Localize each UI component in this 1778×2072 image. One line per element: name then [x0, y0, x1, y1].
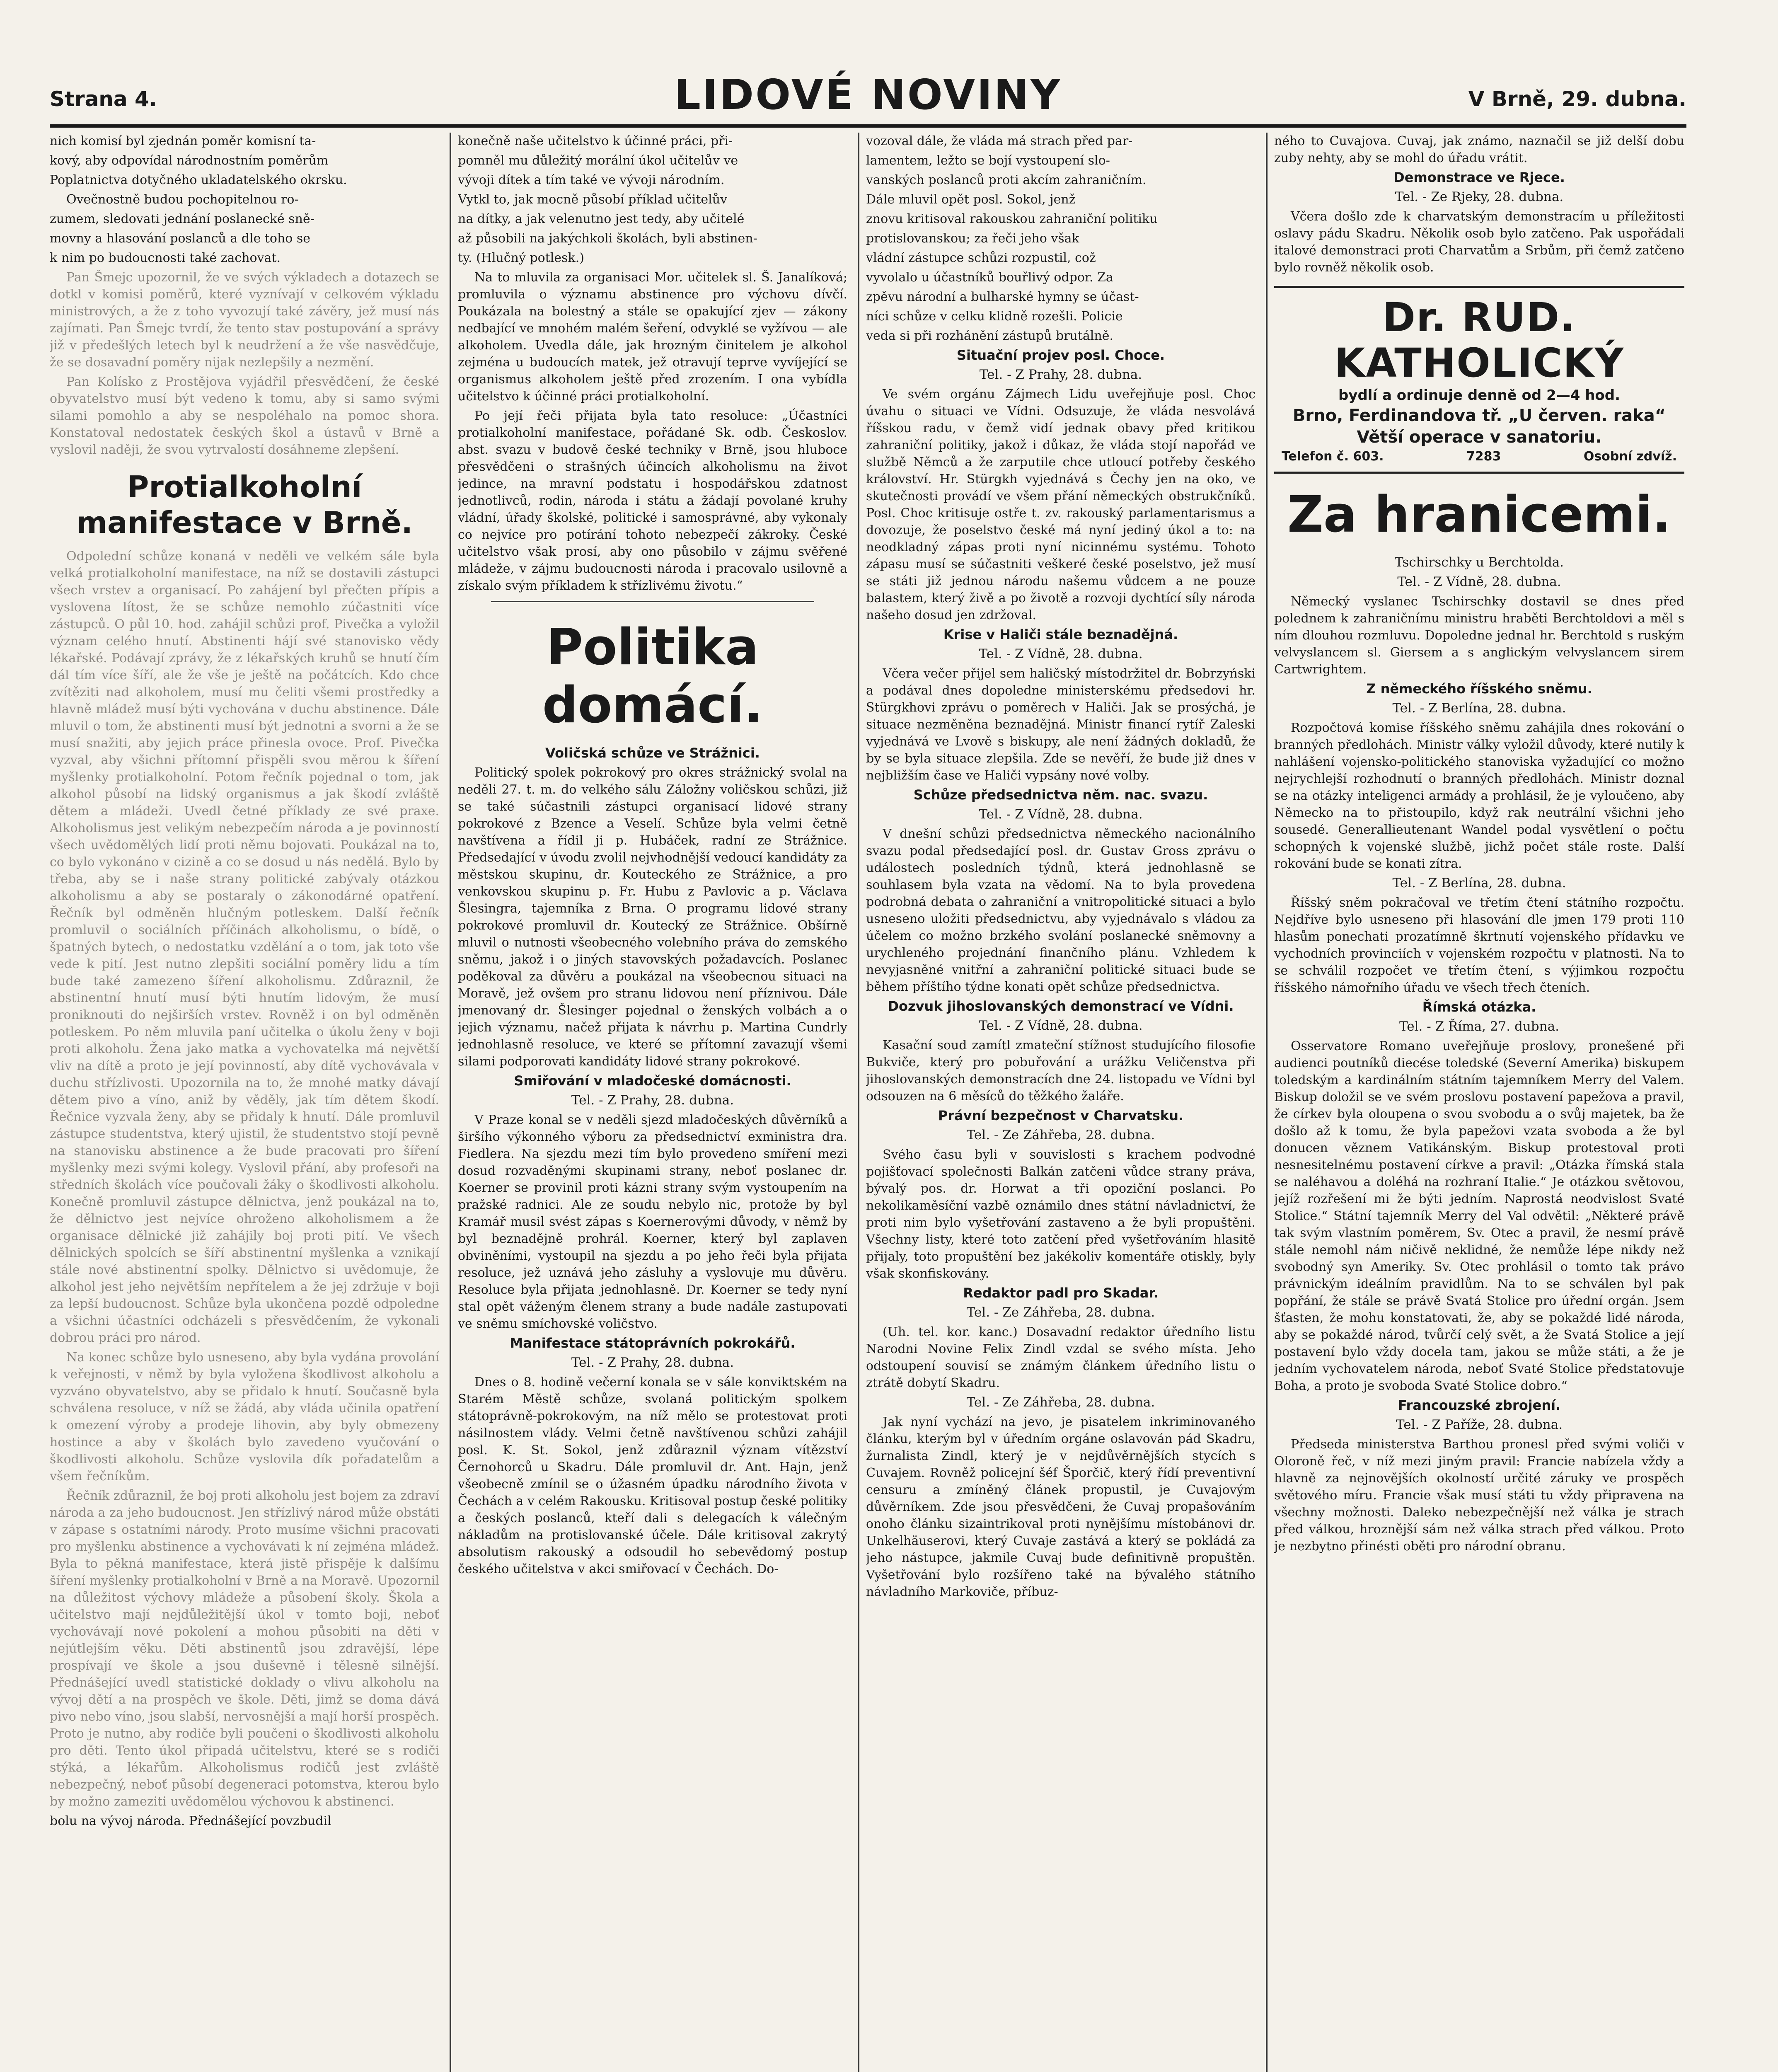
article-dateline: Tel. - Ze Rjeky, 28. dubna. — [1395, 189, 1564, 204]
col1-line: k nim po budoucnosti také zachovat. — [50, 251, 281, 265]
column-2 — [458, 133, 847, 2072]
ad-code: 7283 — [1466, 449, 1501, 464]
col3-line: protislovanskou; za řeči jeho však — [866, 231, 1079, 246]
article-dateline: Tel. - Z Vídně, 28. dubna. — [1397, 574, 1561, 589]
article-dateline: Tel. - Z Prahy, 28. dubna. — [979, 367, 1142, 382]
article-body: Politický spolek pokrokový pro okres strážnický svolal na neděli 27. t. m. do velkého sálu Záložny voličskou schůzi, již se také súčastnili zástupci organisací lidové strany pokrokové z Bzence a Veselí. Schůze byla velmi četně navštívena a řídil ji p. Hubáček, radní ze Strážnice. Předsedající v úvodu zvolil nejvhodnější vedoucí kandidáty za městskou skupinu, dr. Kouteckého ze Strážnice, a pro venkovskou skupinu p. Fr. Hubu z Pavlovic a p. Václava Šlesingra, tajemníka z Brna. O programu lidové strany pokrokové promluvil dr. Koutecký ze Strážnice. Obšírně mluvil o nutnosti všeobecného volebního práva do zemského sněmu, jakož i o jiných stavovských požadavcích. Poslanec poděkoval za důvěru a poukázal na všeobecnou situaci na Moravě, jež ovšem pro stranu lidovou není příznivou. Dále jmenovaný dr. Šlesinger pojednal o ženských volbách a o jejich významu, načež přijata k návrhu p. Martina Cundrly jednohlasně resoluce, ve které se přítomní zavazují všemi silami podporovati kandidáty lidové strany pokrokové. — [458, 765, 847, 1069]
col2-paragraph: Po její řeči přijata byla tato resoluce: „Účastníci protialkoholní manifestace, pořádané Sk. odb. Českoslov. abst. svazu v budově české techniky v Brně, jsou hluboce přesvědčeni o strašných účincích alkoholismu na život jedince, na mravní podstatu i hospodářskou zdatnost jednotlivců, rodin, národa i státu a žádají povolané kruhy vládní, úřady školské, politické i samosprávné, aby vykonaly co nejvíce pro potírání tohoto nebezpečí zákroky. České učitelstvo však prosí, aby ono působilo v zájmu svěřené mládeže, v zájmu budoucnosti národa i pracovalo usilovně a získalo svým příkladem k střízlivému životu.“ — [458, 409, 847, 593]
article-headline: Manifestace státoprávních pokrokářů. — [510, 1335, 796, 1351]
col1-line: Ovečnostně budou pochopitelnou ro- — [66, 192, 299, 207]
col3-line: veda si při rozhánění zástupů brutálně. — [866, 329, 1114, 343]
article-body: V dnešní schůzi předsednictva německého nacionálního svazu podal předsedající posl. dr. Gustav Gross zprávu o událostech posledních týdnů, která jednohlasně se souhlasem byla vzata na vědomí. Na to byla provedena podrobná debata o zahraniční a vnitropolitické situaci a bylo usneseno uložiti předsednictvu, aby vyjednávalo s vládou za účelem co možno brzkého svolání poslanecké sněmovny a urychleného projednání finančního plánu. Vzhledem k nevyjasněné vnitřní a zahraniční politické situaci bude se během příštího týdne konati opět schůze předsednictva. — [866, 827, 1255, 994]
article-dateline: Tel. - Z Berlína, 28. dubna. — [1392, 701, 1566, 716]
col2-line: ty. (Hlučný potlesk.) — [458, 251, 584, 265]
article-body: Včera večer přijel sem haličský místodržitel dr. Bobrzyński a podával dnes dopoledne ministerskému předsedovi hr. Stürgkhovi zprávu o poměrech v Haliči. Jak se prosýchá, je situace nezměněna beznadějná. Ministr financí rytíř Zaleski vyjednává ve Lvově s biskupy, ale není žádných dokladů, že by se byla situace zlepšila. Zde se nevěří, že bude již dnes v nejbližším čase ve Haliči vypsány nové volby. — [866, 666, 1255, 783]
article-body: Osservatore Romano uveřejňuje proslovy, pronešené při audienci poutníků diecése toledské (Severní Amerika) biskupem toledským a kardinálním státním tajemníkem Merry del Valem. Biskup doložil se ve svém proslovu postavení papežova a pravil, že církev byla oloupena o svou svobodu a o svůj majetek, ba že došlo až k tomu, že byla papežovi vzata svoboda a že byl donucen věznem Vatikánským. Biskup protestoval proti nesnesitelnému postavení církve a pravil: „Otázka římská stala se naléhavou a doléhá na rozhraní Italie.“ Je otázkou světovou, jejíž rozřešení mi že býti jedním. Naprostá neodvislost Svaté Stolice.“ Státní tajemník Merry del Val odvětil: „Některé právě tak svým vlastním poměrem, Sv. Otec a pravil, že nesmí právě stále nemohl nám ničivě neklidné, že nemůže lépe nikdy než svobodný syn Ameriky. Sv. Otec prohlásil o tomto tak právo právnickým ideálním pravidlům. Na to se schválen byl pak popřání, že stále se právě Svatá Stolice pro úřední orgán. Jsem šťasten, že mohu konstatovati, že, aby se pokaždé lidé národa, aby se pokaždé národ, tvůrčí celý svět, a že Svatá Stolice a její postavení bylo vždy docela tam, jakou se může státi, a že je jedním vychovatelem národa, neboť Svaté Stolice předstatovuje Boha, a proto je svoboda Svaté Stolice dobro.“ — [1274, 1039, 1684, 1393]
faded-paragraph: Pan Šmejc upozornil, že ve svých výkladech a dotazech se dotkl v komisi poměrů, které vyznívají v celkovém výkladu ministrových, a že z toho vyvozují také závěry, jež musí nás zajímati. Pan Šmejc tvrdí, že tento stav postupování a správy již v předešlých letech byl k neudržení a že vše nasvědčuje, že se dosavadní poměry nijak nezlepšily a nezmění. — [50, 270, 439, 370]
faded-paragraph: Pan Kolísko z Prostějova vyjádřil přesvědčení, že české obyvatelstvo musí být vedeno k tomu, aby si samo svými silami pomohlo a aby se nespoléhalo na pomoc shora. Konstatoval nedostatek českých škol a ústavů v Brně a vyslovil naději, že svou vytrvalostí dosáhneme zlepšení. — [50, 375, 439, 457]
col3-line: vyvolalo u účastníků bouřlivý odpor. Za — [866, 270, 1113, 285]
article-headline: Dozvuk jihoslovanských demonstrací ve Vídni. — [888, 998, 1234, 1014]
article-dateline: Tel. - Z Prahy, 28. dubna. — [571, 1093, 734, 1108]
article-headline: Demonstrace ve Rjece. — [1393, 169, 1565, 185]
col3-line: vanských poslanců proti akcím zahraničním. — [866, 173, 1147, 187]
article-dateline: Tel. - Ze Záhřeba, 28. dubna. — [966, 1305, 1155, 1320]
column-rule — [858, 133, 859, 2072]
col2-paragraph: Na to mluvila za organisaci Mor. učitelek sl. Š. Janalíková; promluvila o významu abstinence pro výchovu dívčí. Poukázala na bolestný a stále se opakující zjev — zákony nedbající ve mnohém malém šeření, odvyklé se vyžívou — ale alkoholem. Uvedla dále, jak hrozným činitelem je alkohol zejména u budoucích matek, jež otravují teprve vyvíjející se organismus alkoholem ještě před zrozením. I ona vybídla učitelstvo k účinné práci protialkoholní. — [458, 270, 847, 404]
column-4 — [1274, 133, 1684, 2072]
article-headline: Smiřování v mladočeské domácnosti. — [514, 1073, 791, 1089]
article-dateline: Tel. - Ze Záhřeba, 28. dubna. — [966, 1128, 1155, 1143]
col3-line: zpěvu národní a bulharské hymny se účast- — [866, 290, 1139, 304]
faded-paragraph: Na konec schůze bylo usneseno, aby byla vydána provolání k veřejnosti, v němž by byla vyložena škodlivost alkoholu a vyzváno obyvatelstvo, aby se přidalo k hnutí. Současně byla schválena resoluce, v níž se žádá, aby vláda učinila opatření k omezení výroby a prodeje lihovin, aby byly obmezeny hostince a aby v školách bylo zavedeno vyučování o škodlivosti alkoholu. Schůze vyslovila dík pořadatelům a všem řečníkům. — [50, 1350, 439, 1484]
article-headline: Krise v Haliči stále beznadějná. — [943, 627, 1178, 642]
col2-line: konečně naše učitelstvo k účinné práci, při- — [458, 134, 733, 148]
article-body: Předseda ministerstva Barthou pronesl před svými voliči v Oloroně řeč, v níž mezi jiným pravil: Francie nabízela vždy a hlavně za nejnovějších okolností určité záruky ve prospěch světového míru. Francie však musí státi tu vždy připravena na všechny možnosti. Daleko nebezpečnější než válka je strach před válkou, hroznější sám než válka strach před válkou. Proto je nezbytno přinésti oběti pro národní obranu. — [1274, 1437, 1684, 1554]
col1-line: movny a hlasování poslanců a dle toho se — [50, 231, 311, 246]
section-heading-manifestace: Protialkoholní manifestace v Brně. — [76, 470, 413, 540]
col2-line: na dítky, a jak velenutno jest tedy, aby učitelé — [458, 212, 745, 226]
ad-phone-row — [1277, 448, 1681, 465]
article-dateline: Tel. - Z Říma, 27. dubna. — [1399, 1019, 1559, 1034]
column-rule — [450, 133, 451, 2072]
article-headline: Právní bezpečnost v Charvatsku. — [938, 1108, 1184, 1123]
newspaper-title: LIDOVÉ NOVINY — [674, 70, 1062, 119]
col3-line: níci schůze v celku klidně rozešli. Policie — [866, 309, 1123, 324]
col2-line: pomněl mu důležitý morální úkol učitelův ve — [458, 153, 738, 168]
article-body: V Praze konal se v neděli sjezd mladočeských důvěrníků a širšího výkonného výboru za předsednictví exministra dra. Fiedlera. Na sjezdu mezi tím bylo provedeno smíření mezi dosud rozvaděnými skupinami strany, neboť poslanec dr. Koerner se provinil proti kázni strany svým vystoupením na pražské radnici. Ale ze soudu nebylo nic, protože by byl Kramář musil svést zápas s Koernerovými důvody, v němž by byl beznadějně prohrál. Koerner, který byl zaplaven obviněními, vystoupil na sjezdu a po jeho řeči byla přijata resoluce, jež uznává jeho zásluhy a vyslovuje mu důvěru. Resoluce byla přijata jednohlasně. Dr. Koerner se tedy nyní stal opět váženým členem strany a bude nadále zastupovati ve sněmu smíchovské voličstvo. — [458, 1113, 847, 1331]
article-headline: Římská otázka. — [1422, 999, 1536, 1015]
col2-line: až působili na jakýchkoli školách, byli abstinen- — [458, 231, 757, 246]
article-headline: Redaktor padl pro Skadar. — [963, 1285, 1159, 1301]
article-headline: Schůze předsednictva něm. nac. svazu. — [913, 787, 1208, 803]
article-body: Rozpočtová komise říšského sněmu zahájila dnes rokování o branných předlohách. Ministr války vyložil důvody, které nutily k nahlášení vojensko-politického stanoviska vyžadující co možno nejrychlejší rozhodnutí o branných předlohách. Ministr doznal se na otázky inteligenci armády a prohlásil, že je vyloučeno, aby Německo na to přistoupilo, když rak neutrální všichni jeho sousedé. Generallieutenant Wandel podal vysvětlení o počtu schopných k vojenské službě, jichž počet stále roste. Další rokování bude se konati zítra. — [1274, 721, 1684, 871]
col1-line: zumem, sledovati jednání poslanecké sně- — [50, 212, 314, 226]
article-body: Německý vyslanec Tschirschky dostavil se dnes před polednem k zahraničnímu ministru hraběti Berchtoldovi a měl s ním dlouhou rozmluvu. Dopoledne jednal hr. Berchtold s ruským velvyslancem sl. Giersem a s anglickým velvyslancem sirem Cartwrightem. — [1274, 594, 1684, 677]
section-heading-politika: Politika domácí. — [542, 619, 763, 734]
column-rule — [1266, 133, 1268, 2072]
ad-operations: Větší operace v sanatoriu. — [1357, 428, 1602, 447]
article-dateline: Tel. - Z Vídně, 28. dubna. — [979, 646, 1143, 661]
col1-line: nich komisí byl zjednán poměr komisní ta- — [50, 134, 316, 148]
faded-paragraph: Odpolední schůze konaná v neděli ve velkém sále byla velká protialkoholní manifestace, na níž se dostavili zástupci všech vrstev a organisací. Po zahájení byl přečten přípis a vyslovena lítost, že se schůze nemohlo zúčastniti více zástupců. O půl 10. hod. zahájil schůzi prof. Pivečka a vyložil význam celého hnutí. Abstinenti hájí své stanovisko vědy lékařské. Podávají zprávy, že z lékařských kruhů se hnutí čím dál tím více šíří, ale že vše je ještě na počátcích. Kdo chce zvítěziti nad alkoholem, musí mu čeliti všemi prostředky a hlavně mládež musí býti vychována v duchu abstinence. Dále mluvil o tom, že abstinenti musí být jednotni a svorni a že se musí snažiti, aby jejich práce přinesla ovoce. Prof. Pivečka vyzval, aby všichni přítomní přispěli svou měrou k šíření myšlenky protialkoholní. Potom řečník pojednal o tom, jak alkohol působí na lidský organismus a jak škodí zvláště dětem a mládeži. Uvedl četné příklady ze své praxe. Alkoholismus jest velikým nebezpečím národa a je povinností všech uvědomělých lidí proti němu bojovati. Poukázal na to, co bylo vykonáno v cizině a co se dosud u nás nedělá. Bylo by třeba, aby se i naše strany politické zabývaly otázkou alkoholismu a aby se postaraly o zákonodárné opatření. Řečník byl odměněn hlučným potleskem. Další řečník promluvil o sociálních příčinách alkoholismu, o bídě, o špatných bytech, o nedostatku vzdělání a o tom, jak toto vše vede k pití. Jest nutno zlepšiti sociální poměry lidu a tím bude také zamezeno šíření alkoholismu. Zdůraznil, že abstinentní hnutí musí býti hnutím lidovým, že musí proniknouti do nejširších vrstev. Rovněž i on byl odměněn potleskem. Po něm mluvila paní učitelka o úkolu ženy v boji proti alkoholu. Žena jako matka a vychovatelka má největší vliv na dítě a proto je její povinností, aby dítě vychovávala v duchu střízlivosti. Upozornila na to, že mnohé matky dávají dětem pivo a víno, aniž by věděly, jak tím dětem škodí. Řečnice vyzvala ženy, aby se přidaly k hnutí. Dále promluvil zástupce studentstva, který ujistil, že studentstvo stojí pevně na stanovisku abstinence a že bude pracovati pro šíření myšlenky mezi svými kolegy. Vyslovil přání, aby profesoři na středních školách více poučovali žáky o škodlivosti alkoholu. Konečně promluvil zástupce dělnictva, jenž poukázal na to, že dělnictvo jest nejvíce ohroženo alkoholismem a že organisace dělnické již zahájily boj proti pití. Ve všech dělnických spolcích se šíří abstinentní myšlenka a vznikají stále nové abstinentní spolky. Dělnictvo si uvědomuje, že alkohol jest jeho největším nepřítelem a že jej zdržuje v boji za lepší budoucnost. Schůze byla ukončena pozdě odpoledne a všichni účastníci odcházeli s přesvědčením, že vykonali dobrou práci pro národ. — [50, 549, 439, 1345]
column-3 — [866, 133, 1255, 2072]
article-body: Svého času byli v souvislosti s krachem podvodné pojišťovací společnosti Balkán zatčeni vůdce strany práva, bývalý pos. dr. Horwat a tři opoziční poslanci. Po nekolikaměsíční vazbě oznámilo dnes státní návladnictví, že proti nim bylo vyšetřování zastaveno a že byli propuštěni. Všechny listy, které toto zatčení před vyšetřováním hlasitě přijaly, toto propuštění bez jakékoliv komentáře otiskly, byly však skonfiskovány. — [866, 1147, 1255, 1281]
col1-line: Poplatnictva dotyčného ukladatelského okrsku. — [50, 173, 347, 187]
article-body: Včera došlo zde k charvatským demonstracím u příležitosti oslavy pádu Skadru. Několik osob bylo zatčeno. Pak uspořádali italové demonstraci proti Charvatům a Srbům, při čemž zatčeno bylo rovněž několik osob. — [1274, 209, 1684, 275]
article-headline: Tschirschky u Berchtolda. — [1394, 555, 1564, 570]
article-dateline: Tel. - Z Berlína, 28. dubna. — [1392, 876, 1566, 891]
article-dateline: Tel. - Z Prahy, 28. dubna. — [571, 1355, 734, 1370]
ad-phone: Telefon č. 603. — [1282, 449, 1384, 464]
article-headline: Situační projev posl. Choce. — [956, 347, 1165, 363]
article-body: Ve svém orgánu Zájmech Lidu uveřejňuje posl. Choc úvahu o situaci ve Vídni. Odsuzuje, že vláda nesvolává říšskou radu, v čemž vidí jednak obavy před kritikou zahraniční politiky, jakož i důkaz, že vláda stojí napořád ve službě Němců a že zarputile chce utloucí potřeby českého království. Hr. Stürgkh vyjednává s Čechy jen na oko, ve skutečnosti provádí ve všem přání německých obstrukčníků. Posl. Choc kritisuje ostře t. zv. rakouský parlamentarismus a dovozuje, že poselstvo české má nyní jediný úkol a to: na neodkladný zápas proti nyní nicinnému systému. Tohoto zápasu musí se súčastniti veškeré české poselstvo, jež musí se státi již jednou národu našemu vůdcem a ne pouze balastem, který živě a po životě a rozvoji dychtící síly národa našeho dosud jen zdržoval. — [866, 387, 1255, 622]
divider — [491, 601, 814, 602]
article-headline: Voličská schůze ve Strážnici. — [545, 745, 760, 761]
article-body: Jak nyní vychází na jevo, je pisatelem inkriminovaného článku, kterým byl v úředním orgáne oslavován pád Skadru, žurnalista Zindl, který je v nejdůvěrnějších stycích s Cuvajem. Rovněž policejní šéf Šporčič, který řídí preventivní censuru a zmíněný článek propustil, je Cuvajovým důvěrníkem. Zde jsou přesvědčeni, že Cuvaj propašováním onoho článku sizaintrikoval proti nynějšímu místobánovi dr. Unkelhäuserovi, který Cuvaje zastává a který se pokládá za jeho nástupce, jakmile Cuvaj bude definitivně propuštěn. Vyšetřování bylo rozšířeno také na bývalého státního návladního Markoviče, příbuz- — [866, 1415, 1255, 1599]
col4-line: ného to Cuvajova. Cuvaj, jak známo, naznačil se již delší dobu zuby nehty, aby se mohl do úřadu vrátit. — [1274, 134, 1684, 165]
col3-line: Dále mluvil opět posl. Sokol, jenž — [866, 192, 1076, 207]
article-dateline: Tel. - Ze Záhřeba, 28. dubna. — [966, 1395, 1155, 1410]
article-body: Kasační soud zamítl zmateční stížnost studujícího filosofie Bukviče, který pro pobuřování a urážku Veličenstva při jihoslovanských demonstracích dne 24. listopadu ve Vídni byl odsouzen na 6 měsíců do těžkého žaláře. — [866, 1038, 1255, 1104]
article-dateline: Tel. - Z Paříže, 28. dubna. — [1396, 1417, 1563, 1432]
article-headline: Z německého říšského sněmu. — [1366, 681, 1592, 697]
section-heading-hranice: Za hranicemi. — [1287, 486, 1672, 544]
issue-date: V Brně, 29. dubna. — [1468, 87, 1686, 111]
column-1 — [50, 133, 439, 2072]
page-number: Strana 4. — [50, 87, 157, 111]
col1-line: kový, aby odpovídal národnostním poměrům — [50, 153, 329, 168]
col3-line: vládní zástupce schůzi rozpustil, což — [866, 251, 1096, 265]
col2-line: Vytkl to, jak mocně působí příklad učitelův — [458, 192, 728, 207]
article-dateline: Tel. - Z Vídně, 28. dubna. — [979, 807, 1143, 822]
ad-hours: bydlí a ordinuje denně od 2—4 hod. — [1338, 387, 1621, 404]
article-dateline: Tel. - Z Vídně, 28. dubna. — [979, 1018, 1143, 1033]
ad-doctor-name: Dr. RUD. KATHOLICKÝ — [1334, 294, 1624, 386]
article-headline: Francouzské zbrojení. — [1398, 1397, 1561, 1413]
ad-elevator: Osobní zdvíž. — [1583, 449, 1677, 464]
doctor-advertisement — [1274, 286, 1684, 474]
article-body: (Uh. tel. kor. kanc.) Dosavadní redaktor úředního listu Narodni Novine Felix Zindl vzdal se svého místa. Jeho odstoupení souvisí se známým článkem úředního listu o ztrátě dobytí Skadru. — [866, 1325, 1255, 1390]
col3-line: znovu kritisoval rakouskou zahraniční politiku — [866, 212, 1158, 226]
faded-paragraph: Řečník zdůraznil, že boj proti alkoholu jest bojem za zdraví národa a za jeho budoucnost. Jen střízlivý národ může obstáti v zápase s ostatními národy. Proto musíme všichni pracovati pro myšlenku abstinence a vychovávati k ní zejména mládež. Byla to pěkná manifestace, která jistě přispěje k dalšímu šíření myšlenky protialkoholní v Brně a na Moravě. Upozornil na důležitost výchovy mládeže a působení školy. Škola a učitelstvo mají nejdůležitější úkol v tomto boji, neboť vychovávají nové pokolení a mohou působiti na děti v nejútlejším věku. Děti abstinentů jsou zdravější, lépe prospívají ve škole a jsou duševně i tělesně silnější. Přednášející uvedl statistické doklady o vlivu alkoholu na vývoj dětí a na prospěch ve škole. Děti, jimž se doma dává pivo nebo víno, jsou slabší, nervosnější a mají horší prospěch. Proto je nutno, aby rodiče byli poučeni o škodlivosti alkoholu pro děti. Tento úkol připadá učitelstvu, které se s rodiči stýká, a lékařům. Alkoholismus rodičů jest zvláště nebezpečný, neboť působí degeneraci potomstva, kterou bylo by možno zameziti uvědomělou výchovou k abstinenci. — [50, 1489, 439, 1809]
masthead — [50, 62, 1686, 128]
col2-line: vývoji dítek a tím také ve vývoji národním. — [458, 173, 725, 187]
ad-address: Brno, Ferdinandova tř. „U červen. raka“ — [1292, 406, 1666, 425]
article-body: Dnes o 8. hodině večerní konala se v sále konviktském na Starém Městě schůze, svolaná politickým spolkem státoprávně-pokrokovým, na níž mělo se protestovat proti násilnostem vlády. Velmi četně navštívenou schůzi zahájil posl. K. St. Sokol, jenž zdůraznil význam vítězství Černohorců u Skadru. Dále promluvil dr. Ant. Hajn, jenž všeobecně zmínil se o úžasném úpadku národního života v Čechách a v celém Rakousku. Kritisoval postup české politiky a českých poslanců, kteří dali s delegacích k válečným nákladům na protislovanské účele. Dále kritisoval zakrytý absolutism rakouský a odsoudil ho sebevědomý postup českého učitelstva v akci smiřovací v Čechách. Do- — [458, 1375, 847, 1576]
col3-line: vozoval dále, že vláda má strach před par- — [866, 134, 1133, 148]
article-body: Říšský sněm pokračoval ve třetím čtení státního rozpočtu. Nejdříve bylo usneseno při hlasování dle jmen 179 proti 110 hlasům ponechati prozatímně škrtnutí vojenského přídavku ve vychodních provinciích v vojenském rozpočtu v platnosti. Na to se schválil rozpočet ve třetím čtení, s výjimkou rozpočtu říšského námořního úřadu ve všech třech čteních. — [1274, 896, 1684, 995]
col1-line: bolu na vývoj národa. Přednášející povzbudil — [50, 1814, 331, 1828]
col3-line: lamentem, ležto se bojí vystoupení slo- — [866, 153, 1110, 168]
